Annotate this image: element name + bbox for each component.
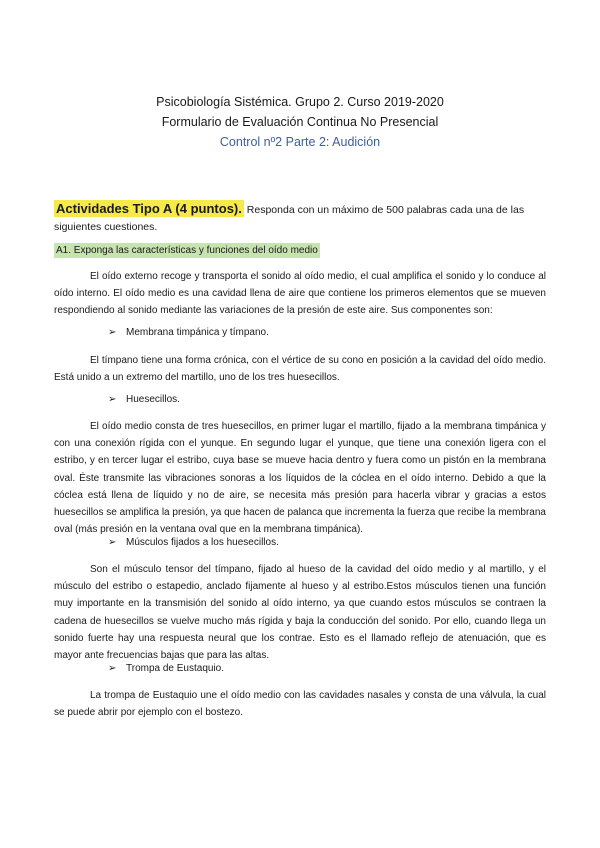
- question-a1: [54, 245, 320, 256]
- paragraph-huesecillos: [54, 418, 546, 538]
- bullet-musculos-text: Músculos fijados a los huesecillos.: [126, 537, 279, 548]
- question-a1-text: A1. Exponga las características y funciones del oído medio: [56, 245, 318, 256]
- course-title: Psicobiología Sistémica. Grupo 2. Curso 2019-2020: [156, 95, 444, 109]
- paragraph-intro-text: El oído externo recoge y transporta el sonido al oído medio, el cual amplifica el sonido y lo conduce al oído interno. El oído medio es una cavidad llena de aire que contiene los primeros elementos que se mueven respondiendo al sonido mediante las variaciones de la presión de este aire. Sus componentes son:: [54, 271, 546, 317]
- document-header: [0, 92, 600, 152]
- bullet-huesecillos-text: Huesecillos.: [126, 394, 180, 405]
- paragraph-intro: [54, 268, 546, 320]
- bullet-trompa: [108, 663, 224, 674]
- activities-highlight: Actividades Tipo A (4 puntos).: [56, 201, 242, 216]
- activities-instruction: Responda con un máximo de 500 palabras cada una de las siguientes cuestiones.: [54, 204, 525, 233]
- bullet-huesecillos: [108, 394, 180, 405]
- arrow-bullet-icon: ➢: [108, 663, 117, 674]
- bullet-membrana-text: Membrana timpánica y tímpano.: [126, 327, 269, 338]
- bullet-trompa-text: Trompa de Eustaquio.: [126, 663, 225, 674]
- form-title: Formulario de Evaluación Continua No Presencial: [161, 115, 439, 129]
- arrow-bullet-icon: ➢: [108, 327, 117, 338]
- arrow-bullet-icon: ➢: [108, 537, 117, 548]
- bullet-membrana: [108, 327, 269, 338]
- control-subtitle: Control nº2 Parte 2: Audición: [219, 135, 381, 149]
- activities-heading: [54, 200, 554, 236]
- paragraph-timpano: [54, 352, 546, 386]
- bullet-musculos: [108, 537, 279, 548]
- paragraph-timpano-text: El tímpano tiene una forma crónica, con el vértice de su cono en posición a la cavidad del oído medio. Está unido a un extremo del martillo, uno de los tres huesecillos.: [54, 355, 546, 384]
- paragraph-musculos: [54, 561, 546, 664]
- paragraph-trompa-text: La trompa de Eustaquio une el oído medio con las cavidades nasales y consta de una válvula, la cual se puede abrir por ejemplo con el bostezo.: [54, 690, 546, 719]
- arrow-bullet-icon: ➢: [108, 394, 117, 405]
- paragraph-huesecillos-text: El oído medio consta de tres huesecillos, en primer lugar el martillo, fijado a la membrana timpánica y con una conexión rígida con el yunque. En segundo lugar el yunque, que tiene una conexión ligera con el estribo, y en tercer lugar el estribo, cuya base se mueve hacia dentro y fuera como un pistón en la membrana oval. Éste transmite las vibraciones sonoras a los líquidos de la cóclea en el oído interno. Debido a que la cóclea está llena de líquido y no de aire, se necesita más presión para hacerla vibrar y gracias a estos huesecillos se amplifica la presión, ya que hacen de palanca que incrementa la fuerza que recibe la membrana oval (más presión en la ventana oval que en la membrana timpánica).: [54, 421, 546, 536]
- paragraph-trompa: [54, 687, 546, 721]
- paragraph-musculos-text: Son el músculo tensor del tímpano, fijado al hueso de la cavidad del oído medio y al martillo, y el músculo del estribo o estapedio, anclado fijamente al hueso y al estribo.Estos músculos tienen una función muy importante en la transmisión del sonido al oído interno, ya que cuando estos músculos se contraen la cadena de huesecillos se vuelve mucho más rígida y baja la conducción del sonido. Por ello, cuando llega un sonido fuerte hay una respuesta neural que los contrae. Esto es el llamado reflejo de atenuación, que es mayor ante frecuencias bajas que para las altas.: [54, 564, 546, 662]
